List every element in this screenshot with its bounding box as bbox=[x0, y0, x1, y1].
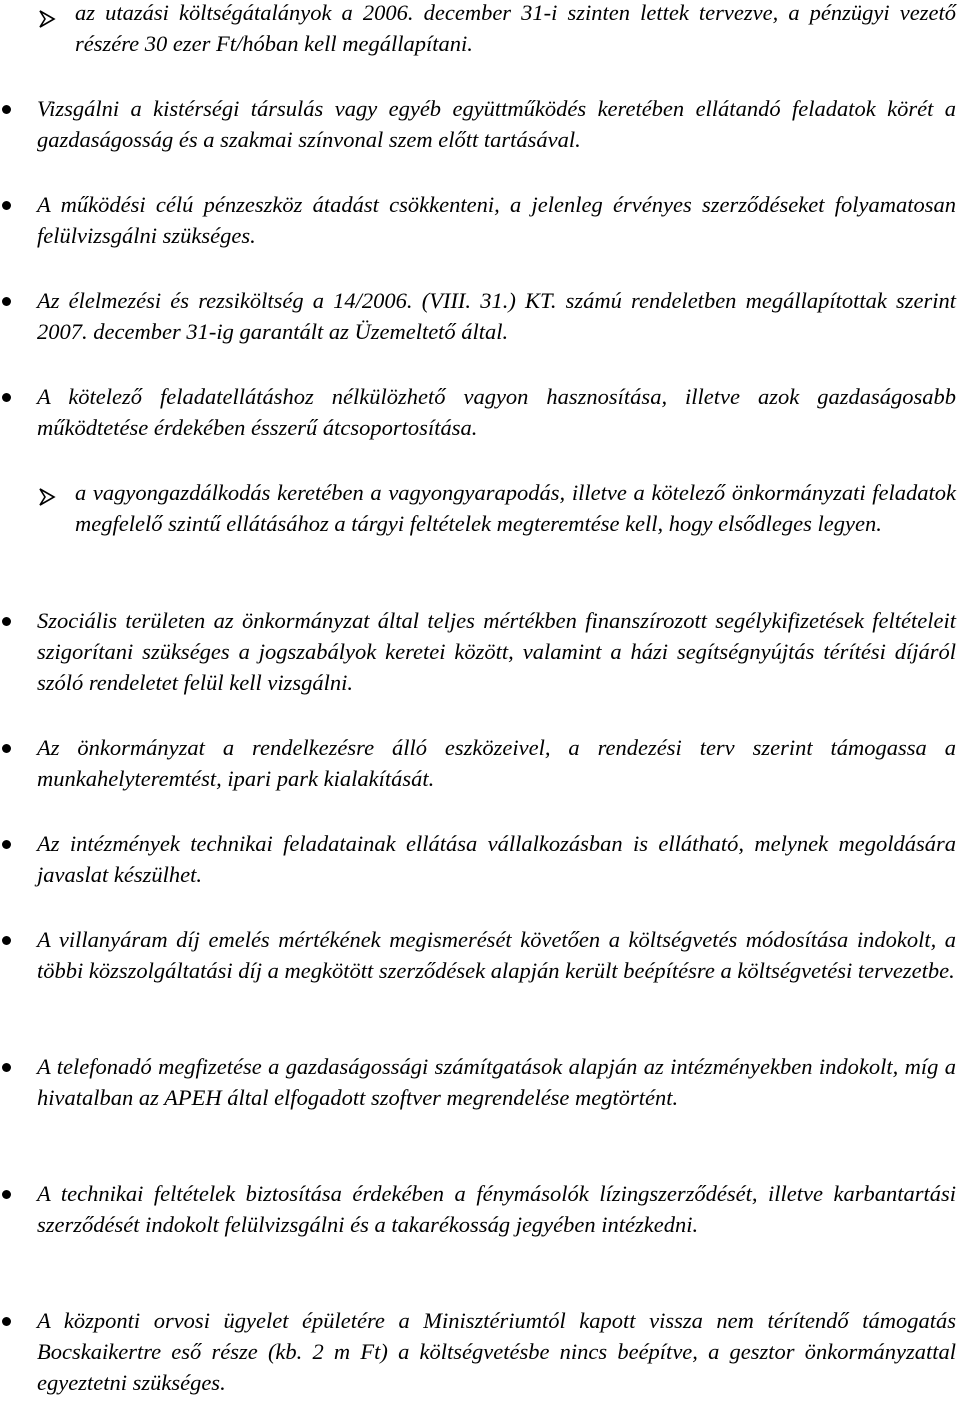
list-item: A telefonadó megfizetése a gazdaságossági számítgatások alapján az intézményekben indokolt, míg a hivatalban az APEH által elfogadott szoftver megrendelése megtörtént. bbox=[37, 1054, 956, 1110]
list-item: A központi orvosi ügyelet épületére a Minisztériumtól kapott vissza nem térítendő támogatás Bocskaikertre eső része (kb. 2 m Ft) a költségvetésbe nincs beépítve, a gesztor önkormányzattal egyeztetni szükséges. bbox=[37, 1308, 956, 1395]
bullet-dot-icon bbox=[2, 1190, 11, 1199]
list-item: A működési célú pénzeszköz átadást csökkenteni, a jelenleg érvényes szerződéseket folyamatosan felülvizsgálni szükséges. bbox=[37, 192, 956, 248]
bullet-dot-icon bbox=[2, 1317, 11, 1326]
list-item: Az intézmények technikai feladatainak ellátása vállalkozásban is ellátható, melynek megoldására javaslat készülhet. bbox=[37, 831, 956, 887]
list-item: Vizsgálni a kistérségi társulás vagy egyéb együttműködés keretében ellátandó feladatok körét a gazdaságosság és a szakmai színvonal szem előtt tartásával. bbox=[37, 96, 956, 152]
arrow-bullet-icon bbox=[38, 483, 56, 514]
list-item: A villanyáram díj emelés mértékének megismerését követően a költségvetés módosítása indokolt, a többi közszolgáltatási díj a megkötött szerződések alapján került beépítésre a költségvetési tervezetbe. bbox=[37, 927, 956, 983]
bullet-dot-icon bbox=[2, 617, 11, 626]
bullet-dot-icon bbox=[2, 840, 11, 849]
bullet-dot-icon bbox=[2, 1063, 11, 1072]
list-item: A technikai feltételek biztosítása érdekében a fénymásolók lízingszerződését, illetve karbantartási szerződését indokolt felülvizsgálni és a takarékosság jegyében intézkedni. bbox=[37, 1181, 956, 1237]
bullet-dot-icon bbox=[2, 297, 11, 306]
bullet-dot-icon bbox=[2, 744, 11, 753]
list-item: A kötelező feladatellátáshoz nélkülözhető vagyon hasznosítása, illetve azok gazdaságosabb működtetése érdekében ésszerű átcsoportosítása. bbox=[37, 384, 956, 440]
list-item: Szociális területen az önkormányzat által teljes mértékben finanszírozott segélykifizetések feltételeit szigorítani szükséges a jogszabályok keretei között, valamint a házi segítségnyújtás térítési díjáról szóló rendeletet felül kell vizsgálni. bbox=[37, 608, 956, 695]
arrow-bullet-icon bbox=[38, 5, 56, 36]
bullet-dot-icon bbox=[2, 393, 11, 402]
list-item: az utazási költségátalányok a 2006. december 31-i szinten lettek tervezve, a pénzügyi vezető részére 30 ezer Ft/hóban kell megállapítani. bbox=[75, 0, 956, 56]
list-item: Az élelmezési és rezsiköltség a 14/2006. (VIII. 31.) KT. számú rendeletben megállapítottak szerint 2007. december 31-ig garantált az Üzemeltető által. bbox=[37, 288, 956, 344]
bullet-dot-icon bbox=[2, 105, 11, 114]
bullet-dot-icon bbox=[2, 201, 11, 210]
bullet-dot-icon bbox=[2, 936, 11, 945]
list-item: Az önkormányzat a rendelkezésre álló eszközeivel, a rendezési terv szerint támogassa a munkahelyteremtést, ipari park kialakítását. bbox=[37, 735, 956, 791]
list-item: a vagyongazdálkodás keretében a vagyongyarapodás, illetve a kötelező önkormányzati feladatok megfelelő szintű ellátásához a tárgyi feltételek megteremtése kell, hogy elsődleges legyen. bbox=[75, 480, 956, 536]
